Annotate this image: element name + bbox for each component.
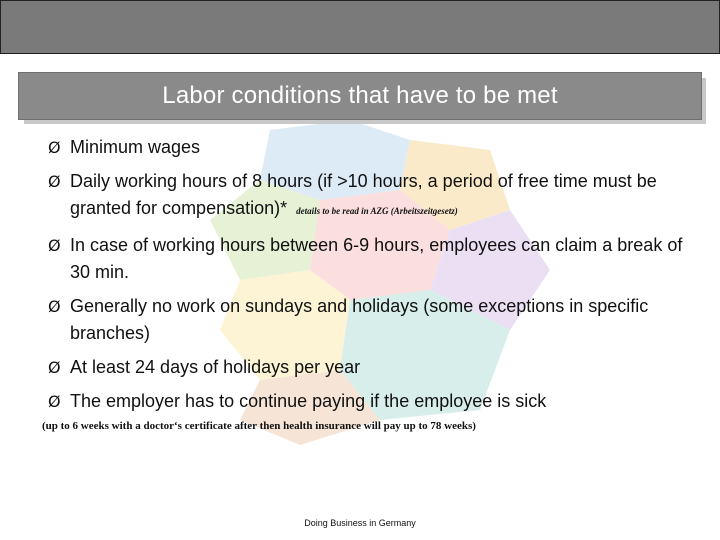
bullet-list: [48, 134, 698, 422]
bullet-item: [48, 354, 698, 381]
bullet-text: In case of working hours between 6-9 hours, employees can claim a break of 30 min.: [70, 235, 683, 282]
bullet-text: Generally no work on sundays and holidays (some exceptions in specific branches): [70, 296, 649, 343]
bullet-item: [48, 388, 698, 415]
footnote: (up to 6 weeks with a doctor‘s certificate after then health insurance will pay up to 78 weeks): [42, 420, 476, 432]
slide-title: Labor conditions that have to be met: [162, 82, 558, 109]
bullet-detail-note: details to be read in AZG (Arbeitszeitgesetz): [296, 206, 458, 216]
bullet-text: Minimum wages: [70, 137, 201, 157]
bullet-item: [48, 293, 698, 347]
bullet-item: [48, 134, 698, 161]
bullet-item: [48, 232, 698, 286]
arrow-bullet-icon: Ø: [48, 392, 61, 411]
footer-text: Doing Business in Germany: [304, 518, 416, 528]
bullet-text: Daily working hours of 8 hours (if >10 hours, a period of free time must be granted for compensation)*: [70, 171, 657, 218]
bullet-text: At least 24 days of holidays per year: [70, 357, 361, 377]
arrow-bullet-icon: Ø: [48, 236, 61, 255]
arrow-bullet-icon: Ø: [48, 138, 61, 157]
bullet-text: The employer has to continue paying if the employee is sick: [70, 391, 547, 411]
bullet-item: [48, 168, 698, 225]
title-banner: [18, 72, 702, 120]
arrow-bullet-icon: Ø: [48, 172, 61, 191]
arrow-bullet-icon: Ø: [48, 358, 61, 377]
top-bar: [0, 0, 720, 54]
arrow-bullet-icon: Ø: [48, 297, 61, 316]
